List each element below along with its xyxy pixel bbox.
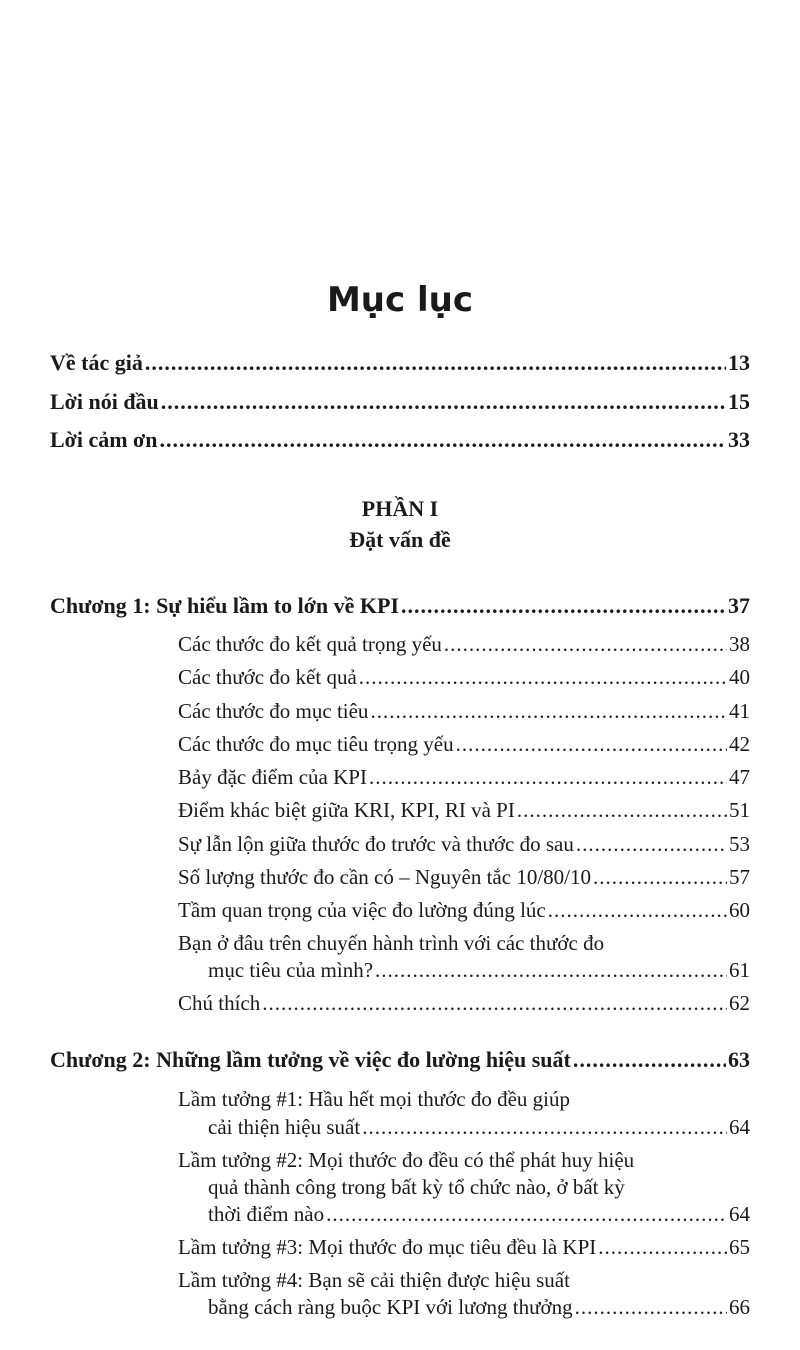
section-label-line1[interactable]: Bạn ở đâu trên chuyến hành trình với các thước đo <box>178 931 605 955</box>
section-label: Số lượng thước đo cần có – Nguyên tắc 10/80/10 <box>178 865 591 889</box>
section-page: 47 <box>729 765 750 789</box>
section-label-line2: bằng cách ràng buộc KPI với lương thưởng <box>208 1295 573 1319</box>
toc-entry-page: 33 <box>728 427 750 452</box>
dot-leader <box>369 763 727 791</box>
toc-section[interactable] <box>178 630 750 658</box>
toc-section[interactable] <box>178 896 750 924</box>
section-page: 64 <box>729 1115 750 1139</box>
toc-section[interactable] <box>178 763 750 791</box>
toc-entry-about-author[interactable] <box>50 348 750 378</box>
section-label: Các thước đo mục tiêu <box>178 699 369 723</box>
toc-entry-page: 15 <box>728 389 750 414</box>
section-label: Điểm khác biệt giữa KRI, KPI, RI và PI <box>178 798 515 822</box>
dot-leader <box>598 1233 727 1261</box>
toc-section[interactable] <box>208 1293 750 1321</box>
toc-entry-acknowledgements[interactable] <box>50 425 750 455</box>
dot-leader <box>362 1113 727 1141</box>
section-label-line2: cải thiện hiệu suất <box>208 1115 361 1139</box>
chapter-title: Chương 2: Những lầm tưởng về việc đo lường hiệu suất <box>50 1047 571 1072</box>
section-page: 57 <box>729 865 750 889</box>
toc-section[interactable] <box>178 989 750 1017</box>
dot-leader <box>593 863 727 891</box>
toc-section[interactable] <box>178 796 750 824</box>
chapter-page: 37 <box>728 593 750 618</box>
section-label-line1[interactable]: Lầm tưởng #1: Hầu hết mọi thước đo đều giúp <box>178 1087 570 1111</box>
dot-leader <box>573 1045 726 1075</box>
section-label: Lầm tưởng #3: Mọi thước đo mục tiêu đều là KPI <box>178 1235 597 1259</box>
section-label: Các thước đo kết quả trọng yếu <box>178 632 442 656</box>
section-page: 60 <box>729 898 750 922</box>
section-label-line2[interactable]: quả thành công trong bất kỳ tổ chức nào, ở bất kỳ <box>208 1175 625 1199</box>
toc-section[interactable] <box>178 663 750 691</box>
toc-section[interactable] <box>208 1200 750 1228</box>
part-label: PHẦN I <box>361 496 439 521</box>
dot-leader <box>159 425 726 455</box>
section-page: 51 <box>729 798 750 822</box>
toc-chapter-2[interactable] <box>50 1045 750 1075</box>
dot-leader <box>444 630 727 658</box>
section-label: Các thước đo mục tiêu trọng yếu <box>178 732 454 756</box>
dot-leader <box>575 1293 727 1321</box>
page-title: Mục lục <box>326 280 474 320</box>
dot-leader <box>262 989 727 1017</box>
toc-section[interactable] <box>178 1233 750 1261</box>
dot-leader <box>548 896 727 924</box>
section-page: 40 <box>729 665 750 689</box>
toc-entry-label: Về tác giả <box>50 350 143 375</box>
section-page: 66 <box>729 1295 750 1319</box>
section-label: Các thước đo kết quả <box>178 665 357 689</box>
toc-section[interactable] <box>178 830 750 858</box>
chapter-title: Chương 1: Sự hiểu lầm to lớn về KPI <box>50 593 400 618</box>
dot-leader <box>326 1200 727 1228</box>
section-page: 61 <box>729 958 750 982</box>
dot-leader <box>161 387 726 417</box>
section-label-line2: mục tiêu của mình? <box>208 958 374 982</box>
section-label-line1[interactable]: Lầm tưởng #4: Bạn sẽ cải thiện được hiệu suất <box>178 1268 570 1292</box>
section-label: Tầm quan trọng của việc đo lường đúng lúc <box>178 898 546 922</box>
toc-section[interactable] <box>208 1113 750 1141</box>
section-page: 62 <box>729 991 750 1015</box>
dot-leader <box>370 697 727 725</box>
section-label: Bảy đặc điểm của KPI <box>178 765 367 789</box>
dot-leader <box>517 796 727 824</box>
dot-leader <box>375 956 727 984</box>
part-title: Đặt vấn đề <box>349 527 451 552</box>
dot-leader <box>456 730 727 758</box>
toc-section[interactable] <box>178 863 750 891</box>
section-page: 42 <box>729 732 750 756</box>
section-label: Chú thích <box>178 991 261 1015</box>
dot-leader <box>401 591 726 621</box>
toc-section[interactable] <box>178 730 750 758</box>
chapter-page: 63 <box>728 1047 750 1072</box>
section-label-line1[interactable]: Lầm tưởng #2: Mọi thước đo đều có thể phát huy hiệu <box>178 1148 635 1172</box>
toc-entry-label: Lời nói đầu <box>50 389 159 414</box>
section-page: 38 <box>729 632 750 656</box>
section-page: 65 <box>729 1235 750 1259</box>
dot-leader <box>576 830 727 858</box>
toc-entry-foreword[interactable] <box>50 387 750 417</box>
toc-entry-label: Lời cảm ơn <box>50 427 158 452</box>
toc-section[interactable] <box>178 697 750 725</box>
toc-chapter-1[interactable] <box>50 591 750 621</box>
toc-section[interactable] <box>208 956 750 984</box>
section-page: 53 <box>729 832 750 856</box>
section-label-line3: thời điểm nào <box>208 1202 325 1226</box>
toc-entry-page: 13 <box>728 350 750 375</box>
dot-leader <box>359 663 727 691</box>
section-label: Sự lẫn lộn giữa thước đo trước và thước đo sau <box>178 832 574 856</box>
section-page: 64 <box>729 1202 750 1226</box>
section-page: 41 <box>729 699 750 723</box>
dot-leader <box>145 348 726 378</box>
